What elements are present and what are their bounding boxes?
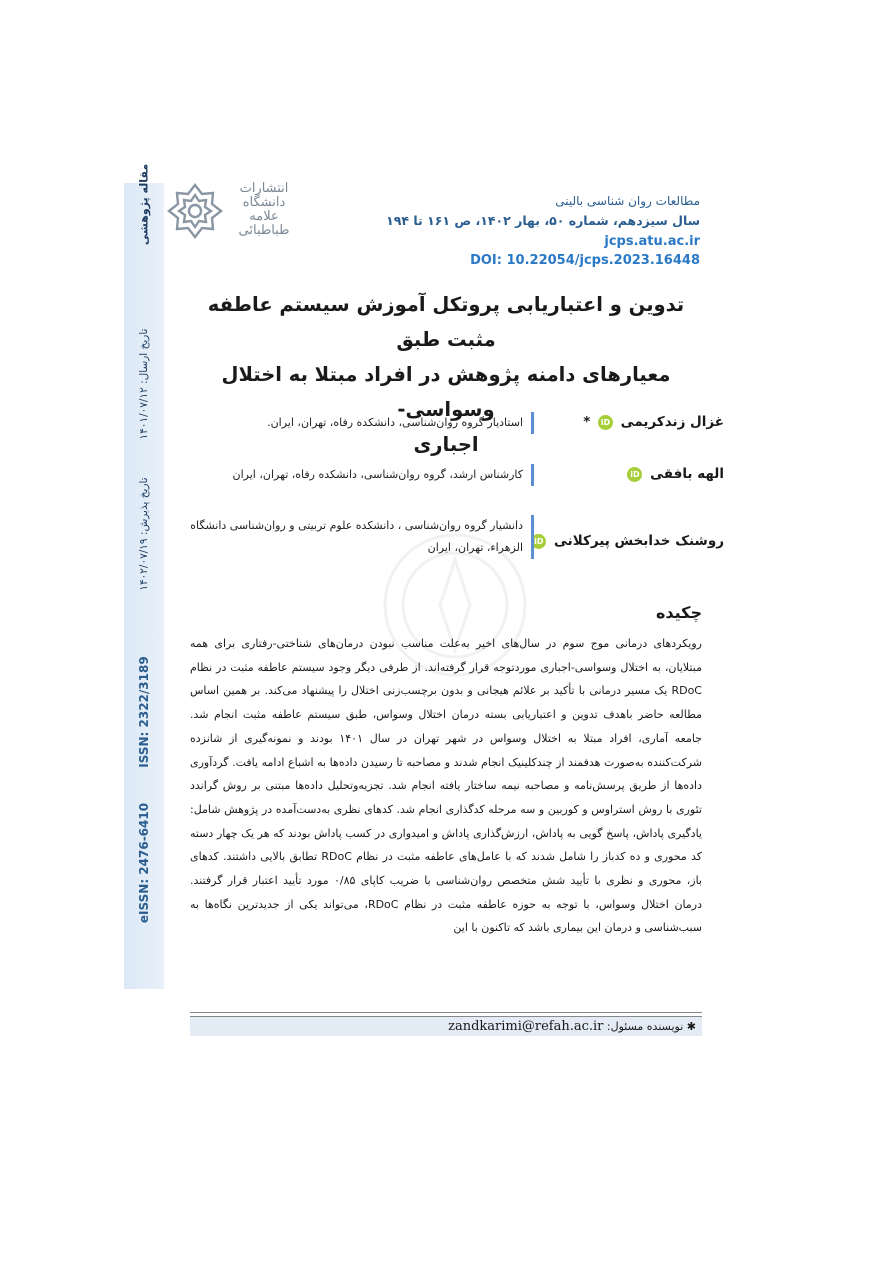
journal-name: مطالعات روان شناسی بالینی xyxy=(555,194,700,208)
corresponding-email[interactable]: zandkarimi@refah.ac.ir xyxy=(448,1019,604,1034)
title-line-3: اجباری xyxy=(413,433,479,456)
logo-line-4: طباطبائی xyxy=(238,223,290,238)
title-line-2: معیارهای دامنه پژوهش در افراد مبتلا به اختلال وسواسی- xyxy=(221,363,671,421)
author-name: غزال زندکریمی xyxy=(620,414,724,430)
corresponding-author-footnote xyxy=(190,1017,702,1036)
logo-line-3: علامه xyxy=(249,209,279,224)
logo-line-2: دانشگاه xyxy=(242,195,286,210)
author-2-affiliation xyxy=(233,464,534,486)
journal-url[interactable]: jcps.atu.ac.ir xyxy=(604,234,700,249)
footnote-label: نویسنده مسئول: xyxy=(606,1020,684,1033)
author-1-affiliation xyxy=(267,412,534,434)
journal-issue: سال سیزدهم، شماره ۵۰، بهار ۱۴۰۲، ص ۱۶۱ تا ۱۹۴ xyxy=(386,213,700,228)
issn: ISSN: 2322/3189 xyxy=(137,656,151,768)
orcid-icon[interactable]: iD xyxy=(627,467,642,482)
orcid-icon[interactable]: iD xyxy=(531,534,546,549)
affiliation-line: استادیار گروه روان‌شناسی، دانشکده رفاه، تهران، ایران. xyxy=(267,416,523,429)
publisher-logo xyxy=(166,182,304,240)
author-1 xyxy=(583,414,724,430)
university-emblem-icon xyxy=(166,182,224,240)
corresponding-mark: * xyxy=(583,414,591,430)
star-icon: ✱ xyxy=(686,1020,696,1033)
author-2 xyxy=(624,466,724,482)
article-type: مقاله پژوهشی xyxy=(137,163,151,246)
orcid-icon[interactable]: iD xyxy=(598,415,613,430)
eissn: eISSN: 2476-6410 xyxy=(137,802,151,924)
journal-doi[interactable]: DOI: 10.22054/jcps.2023.16448 xyxy=(470,253,700,268)
received-date: تاریخ ارسال: ۱۴۰۱/۰۷/۱۲ xyxy=(138,328,150,440)
author-name: روشنک خدابخش پیرکلانی xyxy=(553,533,724,549)
author-name: الهه بافقی xyxy=(650,466,724,482)
abstract-heading: چکیده xyxy=(655,603,702,622)
author-3 xyxy=(528,533,724,549)
author-3-affiliation xyxy=(190,515,534,559)
paper-title xyxy=(190,287,702,462)
title-line-1: تدوین و اعتباریابی پروتکل آموزش سیستم عاطفه مثبت طبق xyxy=(207,293,685,351)
logo-line-1: انتشارات xyxy=(239,181,289,196)
affiliation-line: الزهراء، تهران، ایران xyxy=(427,541,523,554)
abstract-text: رویکردهای درمانی موج سوم در سال‌های اخیر به‌علت مناسب نبودن درمان‌های شناختی-رفتاری برای همه مبتلایان، به اختلال وسواسی-اجباری موردتوجه قرار گرفته‌اند. از طرفی دیگر وجود سیستم عاطفه مثبت در نظام RDoC یک مسیر درمانی با تأکید بر علائم هیجانی و بدون برچسب‌زنی اختلال را پیشنهاد می‌کند. بر همین اساس مطالعه حاضر باهدف تدوین و اعتباریابی بسته درمان اختلال وسواس، طبق سیستم عاطفه مثبت انجام شد. جامعه آماری، افراد مبتلا به اختلال وسواس در شهر تهران در سال ۱۴۰۱ بودند و نمونه‌گیری از شانزده شرکت‌کننده به‌صورت هدفمند از چندکلینیک انجام شدند و مصاحبه تا رسیدن داده‌ها به اشباع ادامه یافت. گردآوری داده‌ها از طریق پرسش‌نامه و مصاحبه نیمه ساختار یافته انجام شد. تجزیه‌وتحلیل داده‌ها مبتنی بر روش گراندد تئوری با روش استراوس و کوربین و سه مرحله کدگذاری انجام شد. کدهای نظری به‌دست‌آمده در پژوهش شامل: یادگیری پاداش، پاسخ گویی به پاداش، ارزش‌گذاری پاداش و امیدواری در کسب پاداش بودند که هر یک چهار دسته کد محوری و ده کدباز را شامل شدند که با عامل‌های عاطفه مثبت در نظام RDoC تطابق بالایی داشتند. کدهای باز، محوری و نظری با تأیید شش متخصص روان‌شناسی با ضریب کاپای ۰/۸۵ مورد تأیید اعتبار قرار گرفتند. درمان اختلال وسواس، با توجه به حوزه عاطفه مثبت در نظام RDoC، می‌تواند یکی از جدیدترین نگاه‌ها به سبب‌شناسی و درمان این بیماری باشد که تاکنون با این xyxy=(190,637,702,935)
journal-info xyxy=(386,192,700,270)
affiliation-line: کارشناس ارشد، گروه روان‌شناسی، دانشکده رفاه، تهران، ایران xyxy=(232,468,523,481)
accepted-date: تاریخ پذیرش: ۱۴۰۲/۰۷/۱۹ xyxy=(138,477,150,591)
affiliation-line: دانشیار گروه روان‌شناسی ، دانشکده علوم تربیتی و روان‌شناسی دانشگاه xyxy=(190,519,523,532)
